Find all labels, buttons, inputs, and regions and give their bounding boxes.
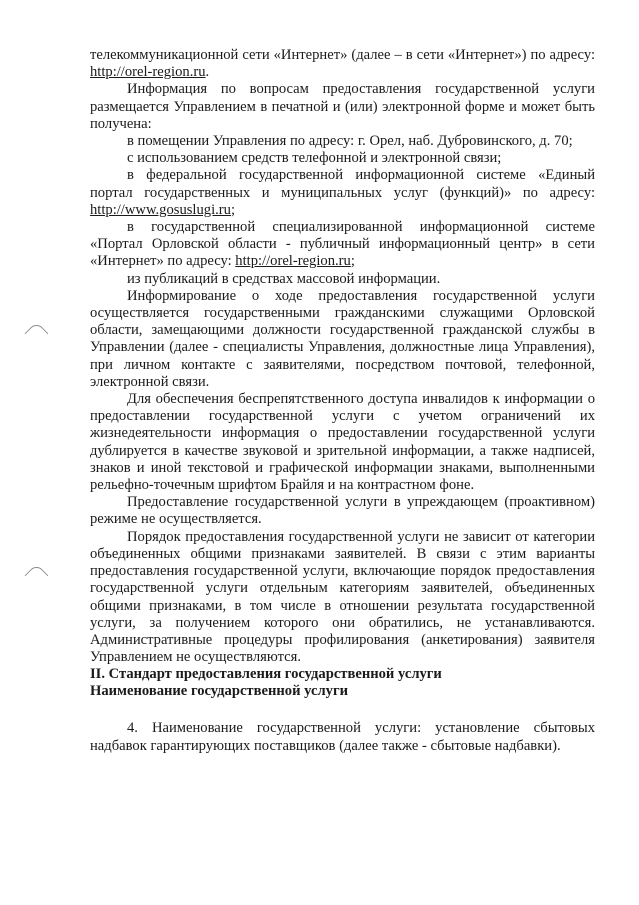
section-heading: II. Стандарт предоставления государственной услуги — [90, 666, 442, 683]
list-item: с использованием средств телефонной и электронной связи; — [127, 150, 502, 167]
paragraph: Предоставление государственной услуги в упреждающем (проактивном) режиме не осуществляется. — [90, 494, 595, 528]
list-item: в помещении Управления по адресу: г. Орел, наб. Дубровинского, д. 70; — [127, 133, 573, 150]
list-item: в государственной специализированной информационной системе «Портал Орловской области - публичный информационный центр» в сети «Интернет» по адресу: http://orel-region.ru; — [90, 219, 595, 270]
list-item: из публикаций в средствах массовой информации. — [127, 270, 441, 287]
list-item: в федеральной государственной информационной системе «Единый портал государственных и муниципальных услуг (функций)» по адресу: http://www.gosuslugi.ru; — [90, 167, 595, 218]
document-body — [90, 47, 595, 755]
paragraph: Порядок предоставления государственной услуги не зависит от категории объединенных общими признаками заявителей. В связи с этим варианты предоставления государственной услуги, включающие порядок предоставления государственной услуги отдельным категориям заявителей, объединенных общими признаками, в том числе в отношении результата государственной услуги, за получением которого они обратились, не устанавливаются. Административные процедуры профилирования (анкетирования) заявителя Управлением не осуществляются. — [90, 528, 595, 666]
punch-hole-mark — [24, 321, 48, 345]
paragraph: Для обеспечения беспрепятственного доступа инвалидов к информации о предоставлении государственной услуги с учетом ограничений их жизнедеятельности информация о предоставлении государственной услуги дублируется в качестве звуковой и зрительной информации, а также надписей, знаков и иной текстовой и графической информации знаками, выполненными рельефно-точечным шрифтом Брайля и на контрастном фоне. — [90, 391, 595, 494]
orel-region-link: http://orel-region.ru — [90, 64, 206, 81]
gosuslugi-link: http://www.gosuslugi.ru — [90, 201, 231, 218]
paragraph: телекоммуникационной сети «Интернет» (далее – в сети «Интернет») по адресу: http://orel-region.ru. — [90, 47, 595, 81]
punch-hole-mark — [24, 563, 48, 587]
paragraph: 4. Наименование государственной услуги: установление сбытовых надбавок гарантирующих поставщиков (далее также - сбытовые надбавки). — [90, 720, 595, 754]
orel-region-link: http://orel-region.ru — [235, 253, 351, 270]
subsection-heading: Наименование государственной услуги — [90, 683, 348, 700]
paragraph: Информация по вопросам предоставления государственной услуги размещается Управлением в печатной и (или) электронной форме и может быть получена: — [90, 81, 595, 132]
paragraph: Информирование о ходе предоставления государственной услуги осуществляется государственными гражданскими служащими Орловской области, замещающими должности государственной гражданской службы в Управлении (далее - специалисты Управления, должностные лица Управления), при личном контакте с заявителями, посредством почтовой, телефонной, электронной связи. — [90, 287, 595, 390]
